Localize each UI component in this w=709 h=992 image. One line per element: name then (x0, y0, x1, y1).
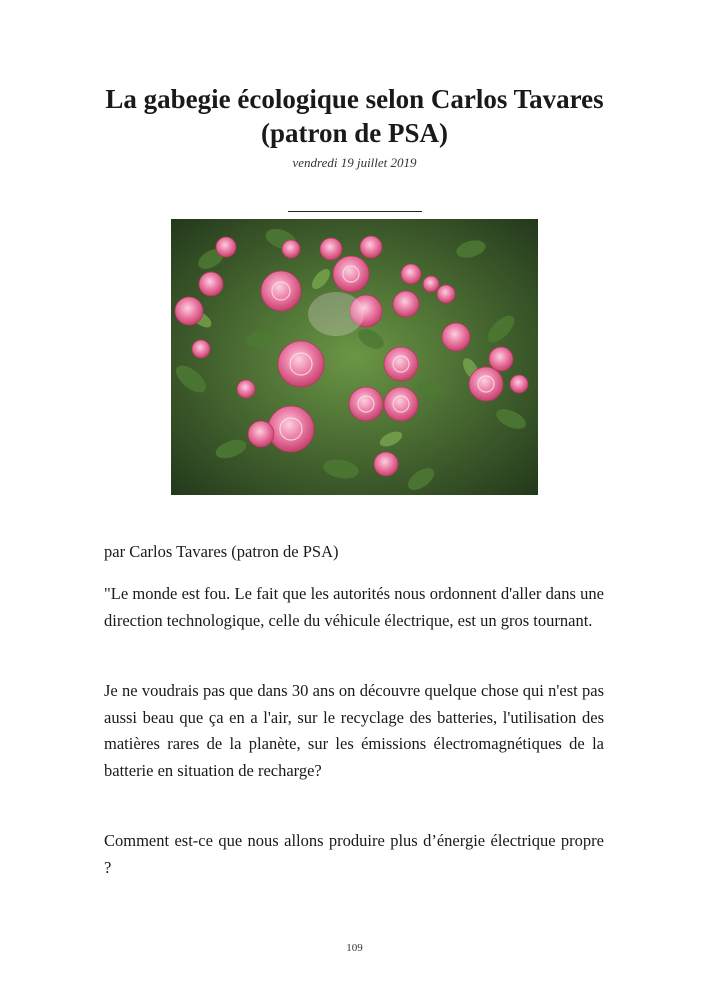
article-date: vendredi 19 juillet 2019 (292, 155, 417, 170)
article-paragraph: "Le monde est fou. Le fait que les autorités nous ordonnent d'aller dans une direction technologique, celle du véhicule électrique, est un gros tournant. (104, 584, 604, 630)
page-number: 109 (346, 942, 363, 954)
article-title: La gabegie écologique selon Carlos Tavares (patron de PSA) (105, 84, 604, 148)
article-paragraph: Comment est-ce que nous allons produire plus d’énergie électrique propre ? (104, 831, 604, 877)
article-paragraph: Je ne voudrais pas que dans 30 ans on découvre quelque chose qui n'est pas aussi beau que ça en a l'air, sur le recyclage des batteries, l'utilisation des matières rares de la planète, sur les émissions électromagnétiques de la batterie en situation de recharge? (104, 681, 604, 780)
article-byline: par Carlos Tavares (patron de PSA) (104, 542, 339, 561)
rose-bush-photo (171, 219, 538, 495)
title-divider (288, 211, 422, 212)
